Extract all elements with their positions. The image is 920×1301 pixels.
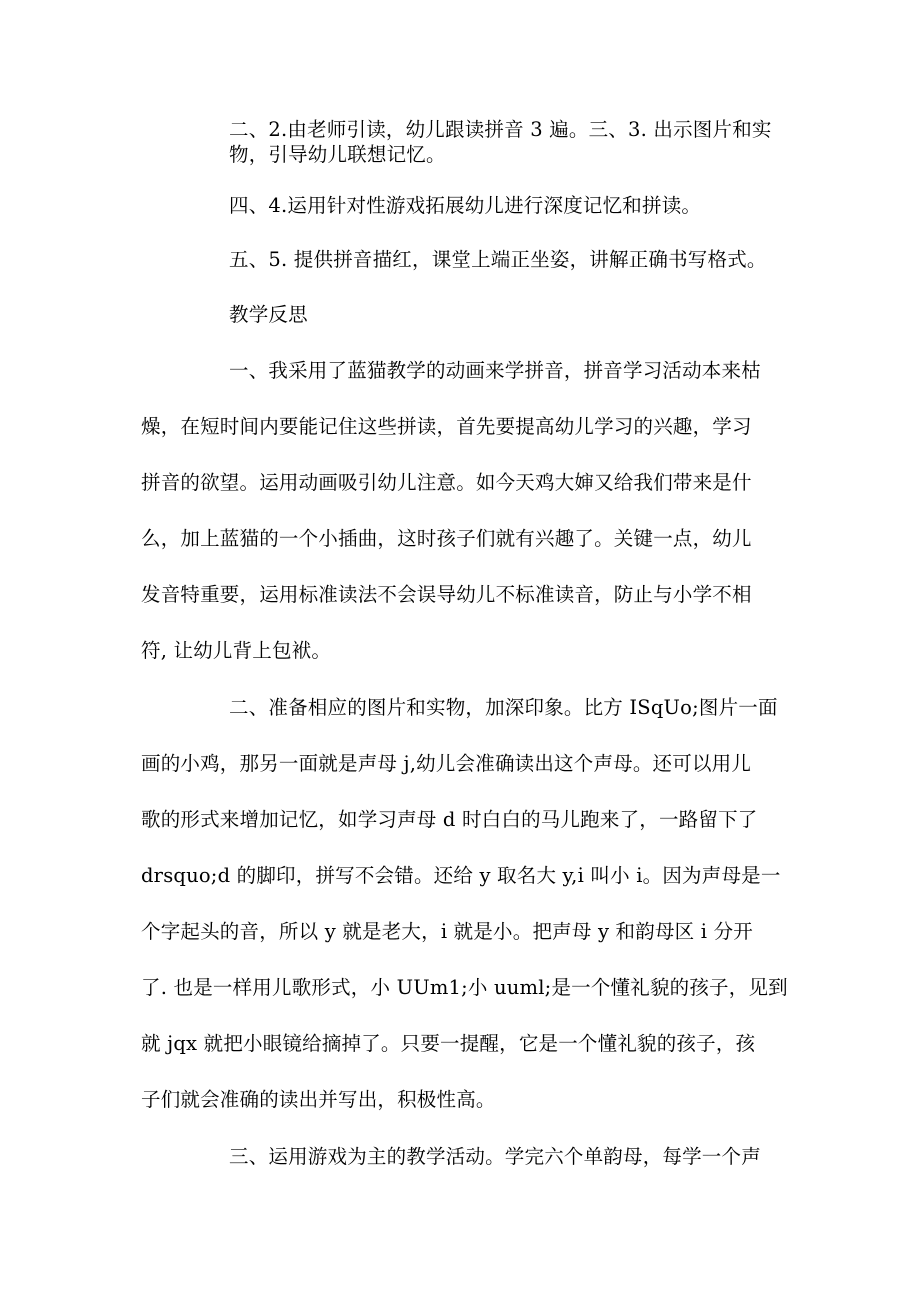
text-line: 符, 让幼儿背上包袱。 (141, 639, 332, 662)
text-line: 拼音的欲望。运用动画吸引幼儿注意。如今天鸡大婶又给我们带来是什 (141, 471, 752, 494)
text-line: 二、2.由老师引读，幼儿跟读拼音 3 遍。三、3. 出示图片和实 (229, 118, 772, 141)
text-line: 发音特重要，运用标准读法不会误导幼儿不标准读音，防止与小学不相 (141, 583, 752, 606)
text-line: 个字起头的音，所以 y 就是老大，i 就是小。把声母 y 和韵母区 i 分开 (141, 920, 753, 943)
text-line: 一、我采用了蓝猫教学的动画来学拼音，拼音学习活动本来枯 (229, 359, 761, 382)
text-line: 就 jqx 就把小眼镜给摘掉了。只要一提醒，它是一个懂礼貌的孩子，孩 (141, 1032, 756, 1055)
text-line: 五、5. 提供拼音描红，课堂上端正坐姿，讲解正确书写格式。 (229, 248, 767, 271)
text-line: 二、准备相应的图片和实物，加深印象。比方 ISqUo;图片一面 (229, 696, 778, 719)
text-line: 画的小鸡，那另一面就是声母 j,幼儿会准确读出这个声母。还可以用儿 (141, 752, 752, 775)
text-line: 么，加上蓝猫的一个小插曲，这时孩子们就有兴趣了。关键一点，幼儿 (141, 527, 752, 550)
text-line: 歌的形式来增加记忆，如学习声母 d 时白白的马儿跑来了，一路留下了 (141, 808, 758, 831)
text-line: 四、4.运用针对性游戏拓展幼儿进行深度记忆和拼读。 (229, 194, 702, 217)
text-line: 物，引导幼儿联想记忆。 (229, 143, 446, 166)
text-line: 燥，在短时间内要能记住这些拼读，首先要提高幼儿学习的兴趣，学习 (141, 415, 752, 438)
text-line: 了. 也是一样用儿歌形式，小 UUm1;小 uuml;是一个懂礼貌的孩子，见到 (141, 976, 788, 999)
text-line: drsquo;d 的脚印，拼写不会错。还给 y 取名大 y,i 叫小 i。因为声母是一 (141, 864, 781, 887)
section-heading: 教学反思 (229, 303, 308, 326)
text-line: 子们就会准确的读出并写出，积极性高。 (141, 1088, 496, 1111)
text-line: 三、运用游戏为主的教学活动。学完六个单韵母，每学一个声 (229, 1145, 761, 1168)
